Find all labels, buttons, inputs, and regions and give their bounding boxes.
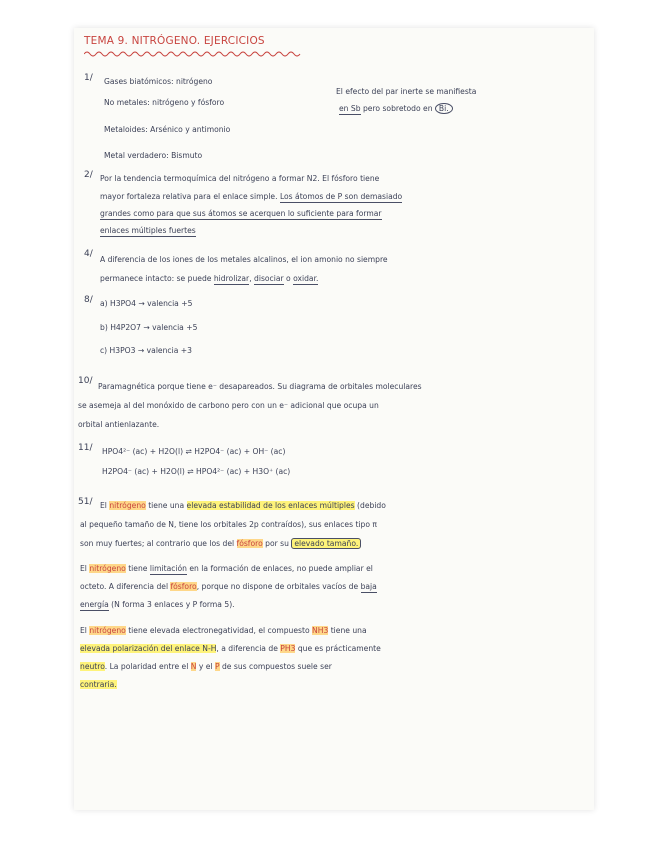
underlined-text: oxidar. bbox=[293, 274, 319, 283]
text: (N forma 3 enlaces y P forma 5). bbox=[108, 600, 235, 609]
highlighted-text: elevado tamaño. bbox=[291, 538, 361, 549]
text: en la formación de enlaces, no puede ampliar el bbox=[186, 564, 373, 573]
circled-text: Bi. bbox=[435, 103, 453, 114]
text: El bbox=[100, 501, 110, 510]
text: . La polaridad entre el bbox=[104, 662, 191, 671]
text: El bbox=[80, 626, 90, 635]
exercise-number: 8/ bbox=[84, 295, 93, 305]
text: de sus compuestos suele ser bbox=[219, 662, 332, 671]
text: tiene elevada electronegatividad, el compuesto bbox=[125, 626, 313, 635]
text: y el bbox=[196, 662, 215, 671]
highlighted-text: nitrógeno bbox=[109, 501, 146, 510]
text: , a diferencia de bbox=[216, 644, 281, 653]
answer-line: Metal verdadero: Bismuto bbox=[104, 151, 203, 160]
text: son muy fuertes; al contrario que los del bbox=[80, 539, 237, 548]
underlined-text: Los átomos de P son demasiado bbox=[279, 192, 403, 201]
answer-line: b) H4P2O7 → valencia +5 bbox=[100, 323, 198, 332]
answer-line bbox=[100, 275, 318, 283]
text: (debido bbox=[354, 501, 386, 510]
page-title: TEMA 9. NITRÓGENO. EJERCICIOS bbox=[84, 35, 265, 47]
highlighted-text: nitrógeno bbox=[89, 626, 126, 635]
answer-line: se asemeja al del monóxido de carbono pero con un e⁻ adicional que ocupa un bbox=[78, 401, 379, 410]
text: que es prácticamente bbox=[295, 644, 381, 653]
answer-line: a) H3PO4 → valencia +5 bbox=[100, 299, 193, 308]
highlighted-text: fósforo bbox=[236, 539, 263, 548]
text: , bbox=[249, 274, 255, 283]
underlined-text: hidrolizar bbox=[213, 274, 250, 283]
text: tiene una bbox=[145, 501, 187, 510]
underlined-text: energía bbox=[80, 600, 109, 609]
answer-line bbox=[80, 601, 235, 609]
text: El bbox=[80, 564, 90, 573]
underlined-text: enlaces múltiples fuertes bbox=[100, 226, 196, 235]
highlighted-text: fósforo bbox=[170, 582, 197, 591]
answer-line bbox=[100, 227, 196, 235]
highlighted-text: neutro bbox=[80, 662, 105, 671]
answer-line bbox=[80, 645, 381, 653]
text: o bbox=[283, 274, 294, 283]
notebook-page bbox=[74, 28, 594, 810]
exercise-number: 51/ bbox=[78, 497, 93, 507]
side-note: El efecto del par inerte se manifiesta bbox=[336, 87, 477, 96]
text: octeto. A diferencia del bbox=[80, 582, 171, 591]
underlined-text: baja bbox=[360, 582, 377, 591]
text: tiene una bbox=[328, 626, 367, 635]
answer-line: al pequeño tamaño de N, tiene los orbitales 2p contraídos), sus enlaces tipo π bbox=[80, 520, 377, 529]
text: por su bbox=[262, 539, 292, 548]
exercise-number: 10/ bbox=[78, 376, 93, 386]
answer-line bbox=[80, 681, 117, 689]
title-underline-wave bbox=[84, 50, 302, 58]
highlighted-text: PH3 bbox=[280, 644, 296, 653]
text: permanece intacto: se puede bbox=[100, 274, 214, 283]
answer-line bbox=[80, 627, 367, 635]
highlighted-text: N bbox=[190, 662, 197, 671]
answer-line: Paramagnética porque tiene e⁻ desapareados. Su diagrama de orbitales moleculares bbox=[98, 382, 422, 391]
text: mayor fortaleza relativa para el enlace simple. bbox=[100, 192, 280, 201]
exercise-number: 11/ bbox=[78, 443, 93, 453]
highlighted-text: NH3 bbox=[312, 626, 329, 635]
exercise-number: 1/ bbox=[84, 73, 93, 83]
answer-line bbox=[80, 663, 332, 671]
answer-line: Gases biatómicos: nitrógeno bbox=[104, 77, 213, 86]
answer-line bbox=[100, 502, 386, 510]
answer-line: No metales: nitrógeno y fósforo bbox=[104, 98, 225, 107]
side-note bbox=[339, 105, 453, 113]
highlighted-text: P bbox=[214, 662, 220, 671]
text: pero sobretodo en bbox=[360, 104, 435, 113]
answer-line bbox=[100, 193, 402, 201]
answer-line: c) H3PO3 → valencia +3 bbox=[100, 346, 192, 355]
equation: H2PO4⁻ (ac) + H2O(l) ⇌ HPO4²⁻ (ac) + H3O⁺ (ac) bbox=[102, 467, 291, 476]
answer-line bbox=[80, 540, 361, 548]
exercise-number: 2/ bbox=[84, 170, 93, 180]
answer-line bbox=[80, 583, 377, 591]
text: tiene bbox=[125, 564, 150, 573]
highlighted-text: nitrógeno bbox=[89, 564, 126, 573]
underlined-text: grandes como para que sus átomos se acerquen lo suficiente para formar bbox=[100, 209, 382, 218]
equation: HPO4²⁻ (ac) + H2O(l) ⇌ H2PO4⁻ (ac) + OH⁻ (ac) bbox=[102, 447, 286, 456]
underlined-text: disociar bbox=[254, 274, 284, 283]
answer-line bbox=[80, 565, 373, 573]
highlighted-text: contraria. bbox=[80, 680, 117, 689]
answer-line: A diferencia de los iones de los metales alcalinos, el ion amonio no siempre bbox=[100, 255, 388, 264]
exercise-number: 4/ bbox=[84, 249, 93, 259]
answer-line: Por la tendencia termoquímica del nitrógeno a formar N2. El fósforo tiene bbox=[100, 174, 380, 183]
underlined-text: limitación bbox=[149, 564, 187, 573]
answer-line: orbital antienlazante. bbox=[78, 420, 160, 429]
answer-line bbox=[100, 210, 382, 218]
answer-line: Metaloides: Arsénico y antimonio bbox=[104, 125, 231, 134]
highlighted-text: elevada estabilidad de los enlaces múltiples bbox=[186, 501, 355, 510]
highlighted-text: elevada polarización del enlace N-H bbox=[80, 644, 217, 653]
text: , porque no dispone de orbitales vacíos de bbox=[196, 582, 361, 591]
underlined-text: en Sb bbox=[339, 104, 361, 113]
